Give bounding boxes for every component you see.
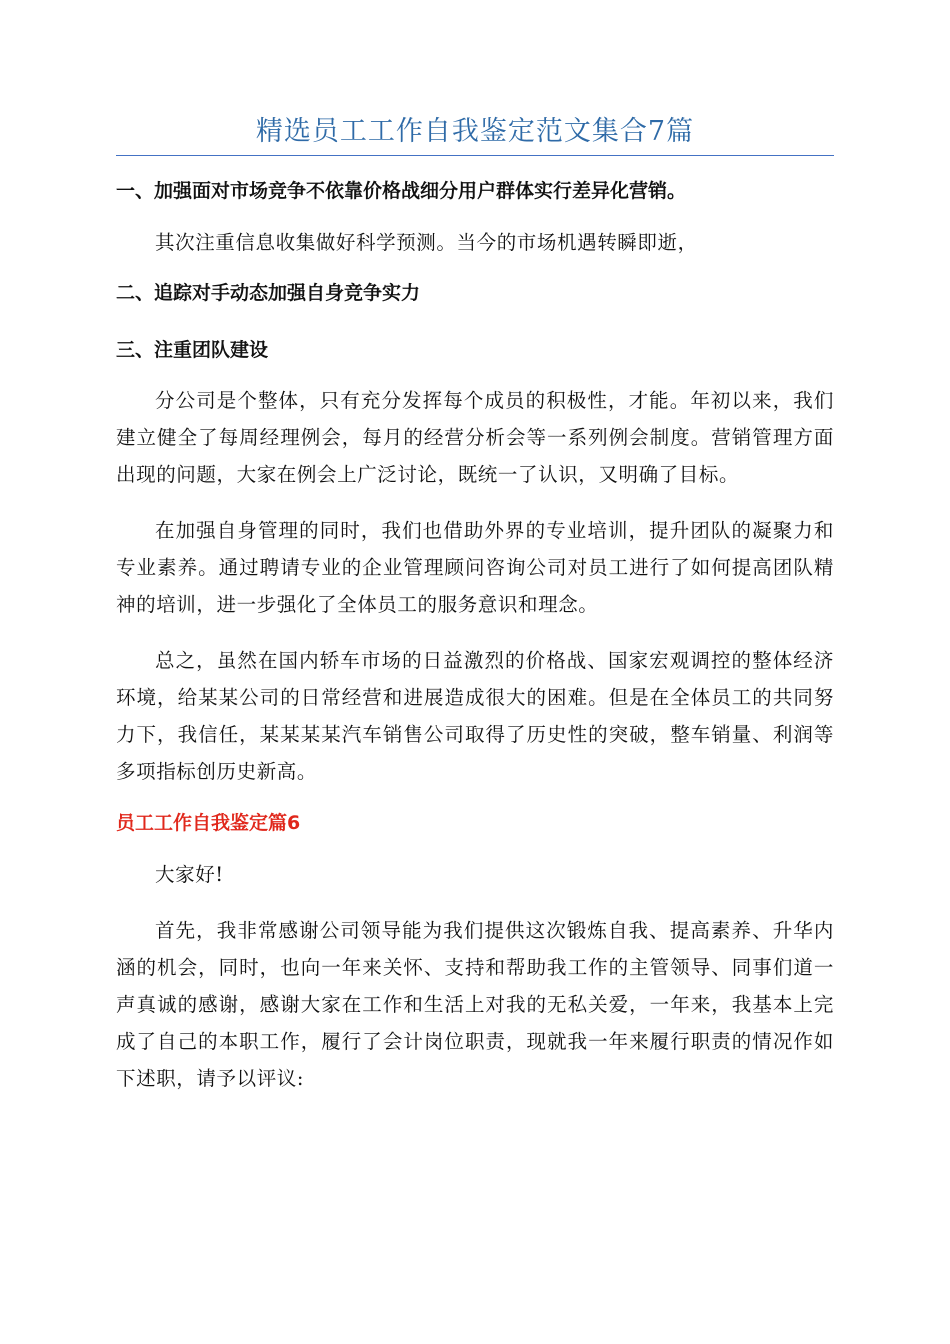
section-heading: 员工工作自我鉴定篇6 <box>116 812 301 834</box>
paragraph-5: 首先，我非常感谢公司领导能为我们提供这次锻炼自我、提高素养、升华内涵的机会，同时，也向一年来关怀、支持和帮助我工作的主管领导、同事们道一声真诚的感谢，感谢大家在工作和生活上对我的无私关爱，一年来，我基本上完成了自己的本职工作，履行了会计岗位职责，现就我一年来履行职责的情况作如下述职，请予以评议: <box>116 919 834 1090</box>
document-body <box>116 176 834 1097</box>
heading-2: 二、追踪对手动态加强自身竞争实力 <box>116 282 421 304</box>
heading-3: 三、注重团队建设 <box>116 339 269 361</box>
title-underline <box>116 155 834 156</box>
heading-1: 一、加强面对市场竞争不依靠价格战细分用户群体实行差异化营销。 <box>116 180 687 202</box>
paragraph-2: 分公司是个整体，只有充分发挥每个成员的积极性，才能。年初以来，我们建立健全了每周经理例会，每月的经营分析会等一系列例会制度。营销管理方面出现的问题，大家在例会上广泛讨论，既统一了认识，又明确了目标。 <box>116 389 834 486</box>
paragraph-4: 总之，虽然在国内轿车市场的日益激烈的价格战、国家宏观调控的整体经济环境，给某某公司的日常经营和进展造成很大的困难。但是在全体员工的共同努力下，我信任，某某某某汽车销售公司取得了历史性的突破，整车销量、利润等多项指标创历史新高。 <box>116 649 834 783</box>
document-title: 精选员工工作自我鉴定范文集合7篇 <box>255 116 695 147</box>
greeting: 大家好! <box>155 863 224 886</box>
paragraph-1: 其次注重信息收集做好科学预测。当今的市场机遇转瞬即逝， <box>155 231 698 254</box>
paragraph-3: 在加强自身管理的同时，我们也借助外界的专业培训，提升团队的凝聚力和专业素养。通过聘请专业的企业管理顾问咨询公司对员工进行了如何提高团队精神的培训，进一步强化了全体员工的服务意识和理念。 <box>116 519 834 616</box>
